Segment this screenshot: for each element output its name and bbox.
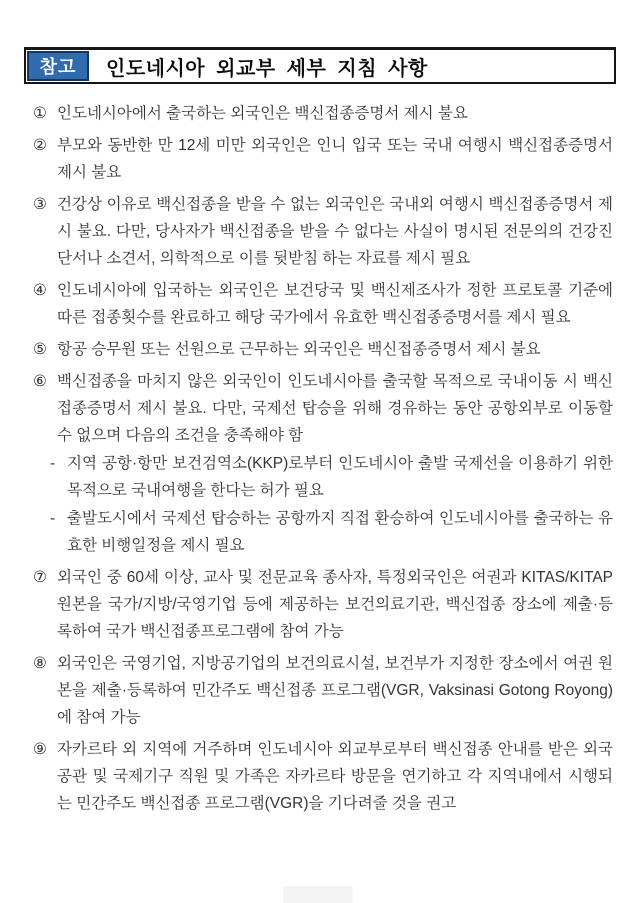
- list-item-9: [33, 736, 613, 817]
- list-item-8: [33, 650, 613, 731]
- sub-item-2: [33, 505, 613, 559]
- item-text: 외국인은 국영기업, 지방공기업의 보건의료시설, 보건부가 지정한 장소에서 여권 원본을 제출·등록하여 민간주도 백신접종 프로그램(VGR, Vaksinasi Gotong Royong)에 참여 가능: [57, 655, 613, 726]
- item-text: 부모와 동반한 만 12세 미만 외국인은 인니 입국 또는 국내 여행시 백신접종증명서 제시 불요: [57, 137, 613, 181]
- item-text: 건강상 이유로 백신접종을 받을 수 없는 외국인은 국내외 여행시 백신접종증명서 제시 불요. 다만, 당사자가 백신접종을 받을 수 없다는 사실이 명시된 전문의의 건강진단서나 소견서, 의학적으로 이를 뒷받침 하는 자료를 제시 필요: [57, 196, 613, 267]
- item-number: ⑥: [33, 373, 47, 390]
- item-text: 자카르타 외 지역에 거주하며 인도네시아 외교부로부터 백신접종 안내를 받은 외국 공관 및 국제기구 직원 및 가족은 자카르타 방문을 연기하고 각 지역내에서 시행되는 민간주도 백신접종 프로그램(VGR)을 기다려줄 것을 권고: [57, 741, 613, 812]
- list-item-7: [33, 564, 613, 645]
- sub-item-text: 출발도시에서 국제선 탑승하는 공항까지 직접 환승하여 인도네시아를 출국하는 유효한 비행일정을 제시 필요: [67, 510, 613, 554]
- item-text: 백신접종을 마치지 않은 외국인이 인도네시아를 출국할 목적으로 국내이동 시 백신접종증명서 제시 불요. 다만, 국제선 탑승을 위해 경유하는 동안 공항외부로 이동할 수 없으며 다음의 조건을 충족해야 함: [57, 373, 613, 444]
- document-title: 인도네시아 외교부 세부 지침 사항: [106, 57, 428, 80]
- item-text: 항공 승무원 또는 선원으로 근무하는 외국인은 백신접종증명서 제시 불요: [57, 341, 541, 358]
- sub-item-text: 지역 공항·항만 보건검역소(KKP)로부터 인도네시아 출발 국제선을 이용하기 위한 목적으로 국내여행을 한다는 허가 필요: [67, 455, 613, 499]
- item-number: ⑧: [33, 655, 47, 672]
- item-number: ③: [33, 196, 47, 213]
- item-text: 인도네시아에 입국하는 외국인은 보건당국 및 백신제조사가 정한 프로토콜 기준에 따른 접종횟수를 완료하고 해당 국가에서 유효한 백신접종증명서를 제시 필요: [57, 282, 613, 326]
- item-number: ⑦: [33, 569, 47, 586]
- page-number-mark: [283, 886, 353, 903]
- dash-bullet: -: [50, 455, 56, 472]
- reference-badge: 참고: [27, 51, 89, 81]
- list-item-5: [33, 336, 613, 363]
- guideline-list: [33, 100, 613, 817]
- list-item-1: [33, 100, 613, 127]
- list-item-3: [33, 191, 613, 272]
- list-item-6: [33, 368, 613, 449]
- sub-item-1: [33, 450, 613, 504]
- item-text: 인도네시아에서 출국하는 외국인은 백신접종증명서 제시 불요: [57, 105, 468, 122]
- item-number: ⑨: [33, 741, 47, 758]
- title-bar: [24, 47, 616, 84]
- list-item-2: [33, 132, 613, 186]
- item-number: ①: [33, 105, 47, 122]
- list-item-4: [33, 277, 613, 331]
- item-text: 외국인 중 60세 이상, 교사 및 전문교육 종사자, 특정외국인은 여권과 KITAS/KITAP 원본을 국가/지방/국영기업 등에 제공하는 보건의료기관, 백신접종 장소에 제출·등록하여 국가 백신접종프로그램에 참여 가능: [57, 569, 613, 640]
- item-number: ④: [33, 282, 47, 299]
- item-number: ②: [33, 137, 47, 154]
- dash-bullet: -: [50, 510, 56, 527]
- item-number: ⑤: [33, 341, 47, 358]
- list-item-6-subitems: [33, 450, 613, 559]
